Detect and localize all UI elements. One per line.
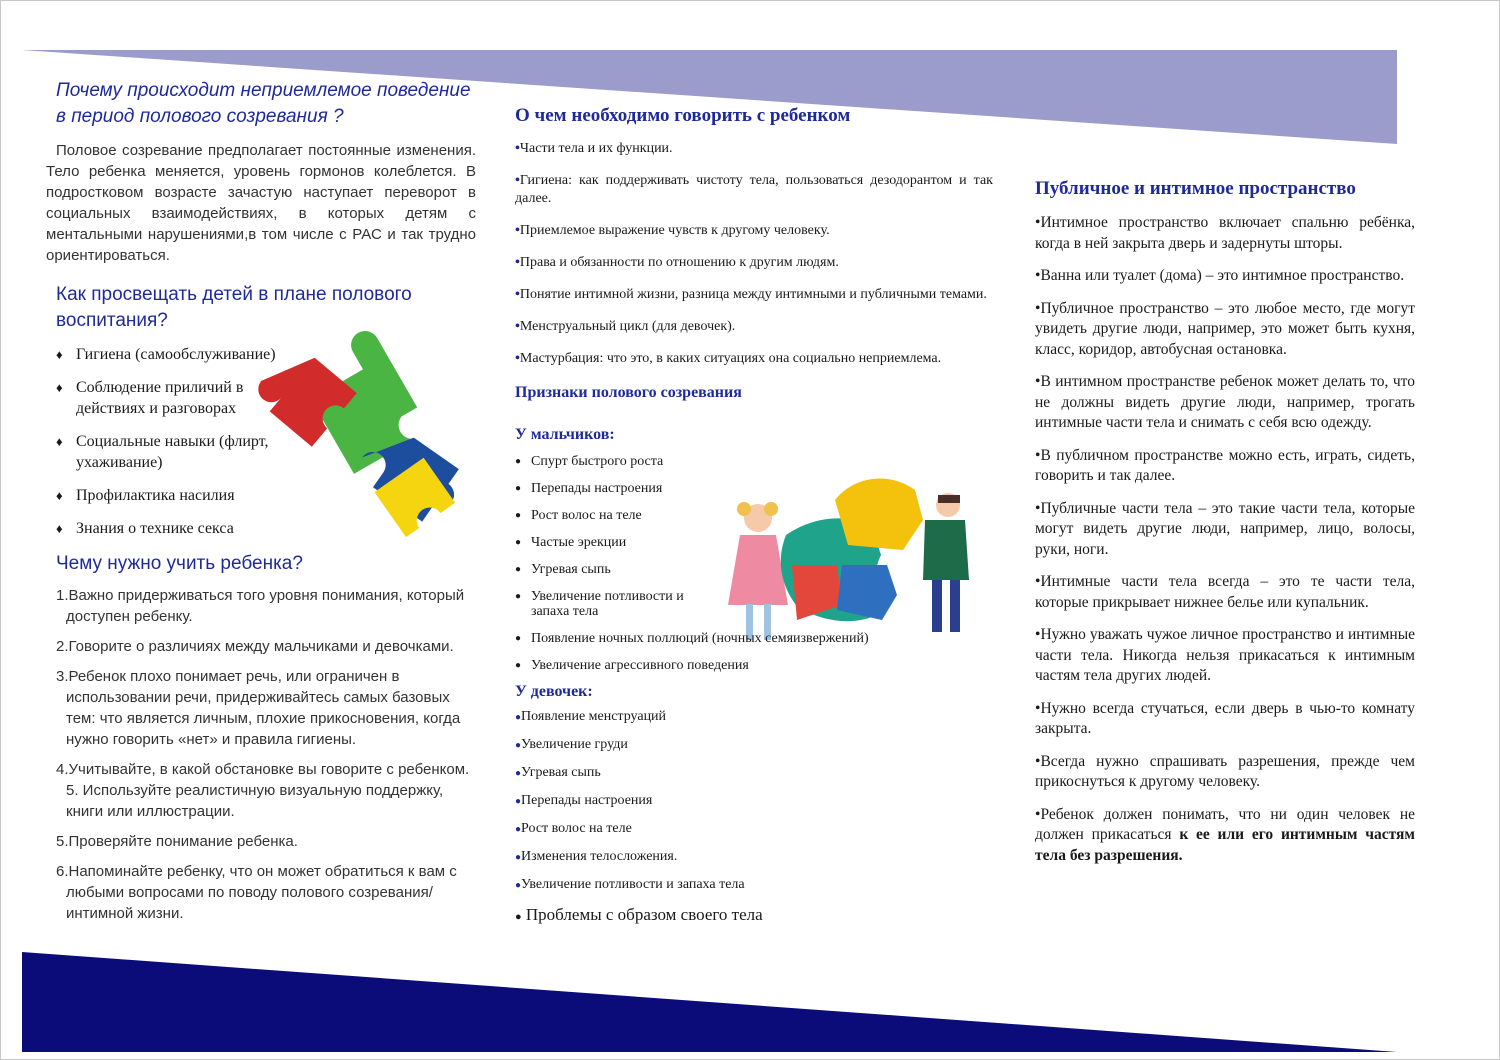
list-item: 4.Учитывайте, в какой обстановке вы говорите с ребенком. 5. Используйте реалистичную визуальную поддержку, книги или иллюстрации. xyxy=(56,761,470,820)
list-item: ♦ Гигиена (самообслуживание) xyxy=(46,344,286,365)
list-item: 5.Проверяйте понимание ребенка. xyxy=(56,833,298,850)
list-item: •Нужно всегда стучаться, если дверь в чью-то комнату закрыта. xyxy=(1035,699,1415,737)
list-item: ● Рост волос на теле xyxy=(515,508,993,523)
list-item: •Ванна или туалет (дома) – это интимное пространство. xyxy=(1035,267,1405,284)
list-item: •Публичное пространство – это любое место, где могут увидеть другие люди, например, это может быть кухня, класс, коридор, автобусная остановка. xyxy=(1035,299,1415,358)
list-item: •Нужно уважать чужое личное пространство и интимные части тела. Никогда нельзя прикасаться к интимным частям тела других людей. xyxy=(1035,626,1415,684)
list-item: ● Появление ночных поллюций (ночных семяизвержений) xyxy=(515,631,993,646)
list-item: •Менструальный цикл (для девочек). xyxy=(515,319,736,334)
why-text: Половое созревание предполагает постоянные изменения. Тело ребенка меняется, уровень гормонов колеблется. В подростковом возрасте зачастую наступает переворот в социальных взаимодействиях, в которых детям с ментальными нарушениями,в том числе с РАС и так трудно ориентироваться. xyxy=(46,142,476,264)
how-list xyxy=(46,344,476,539)
space-list xyxy=(1035,213,1415,866)
space-title: Публичное и интимное пространство xyxy=(1035,178,1356,199)
list-item: ●Изменения телосложения. xyxy=(515,849,678,864)
column-middle xyxy=(515,104,993,927)
list-item: •Части тела и их функции. xyxy=(515,141,673,156)
how-title: Как просвещать детей в плане полового воспитания? xyxy=(56,284,412,331)
list-item: •Понятие интимной жизни, разница между интимными и публичными темами. xyxy=(515,287,987,302)
list-item: ● Спурт быстрого роста xyxy=(515,454,993,469)
list-item: •Ребенок должен понимать, что ни один человек не должен прикасаться к ее или его интимным частям тела без разрешения. xyxy=(1035,805,1415,864)
list-item: •Интимное пространство включает спальню ребёнка, когда в ней закрыта дверь и задернуты шторы. xyxy=(1035,214,1415,252)
list-item: ●Увеличение груди xyxy=(515,737,628,752)
list-item: •Права и обязанности по отношению к другим людям. xyxy=(515,255,839,270)
teach-title: Чему нужно учить ребенка? xyxy=(56,553,303,574)
bottom-band xyxy=(22,952,1397,1052)
talk-list xyxy=(515,140,993,368)
list-item: ● Перепады настроения xyxy=(515,481,993,496)
list-item: 3.Ребенок плохо понимает речь, или ограничен в использовании речи, придерживайтесь самых базовых тем: что является личным, плохие прикосновения, когда нужно говорить «нет» и правила гигиены. xyxy=(56,668,461,748)
list-item: 6.Напоминайте ребенку, что он может обратиться к вам с любыми вопросами по поводу полового созревания/интимной жизни. xyxy=(56,863,457,922)
list-item: ● Увеличение потливости и запаха тела xyxy=(515,589,721,619)
list-item: •В публичном пространстве можно есть, играть, сидеть, говорить и так далее. xyxy=(1035,446,1415,484)
talk-title: О чем необходимо говорить с ребенком xyxy=(515,105,851,126)
list-item: ●Угревая сыпь xyxy=(515,765,601,780)
signs-title: Признаки полового созревания xyxy=(515,384,742,401)
list-item: 2.Говорите о различиях между мальчиками и девочками. xyxy=(56,638,454,655)
list-item: ♦ Знания о технике секса xyxy=(46,518,286,539)
list-item: •Приемлемое выражение чувств к другому человеку. xyxy=(515,223,830,238)
column-left xyxy=(46,78,476,933)
list-item: ● Угревая сыпь xyxy=(515,562,993,577)
list-item: ●Рост волос на теле xyxy=(515,821,632,836)
list-item: •В интимном пространстве ребенок может делать то, что не должны видеть другие люди, например, трогать интимные части тела и снимать с себя всю одежду. xyxy=(1035,373,1415,431)
boys-list xyxy=(515,454,993,673)
list-item: •Интимные части тела всегда – это те части тела, которые прикрывает нижнее белье или купальник. xyxy=(1035,573,1415,611)
list-item: ●Перепады настроения xyxy=(515,793,653,808)
boys-title: У мальчиков: xyxy=(515,426,615,443)
list-item: ●Увеличение потливости и запаха тела xyxy=(515,877,745,892)
list-item: ♦ Профилактика насилия xyxy=(46,485,286,506)
list-item: ♦ Социальные навыки (флирт, ухаживание) xyxy=(46,431,286,473)
list-item: ● Частые эрекции xyxy=(515,535,993,550)
column-right xyxy=(1035,177,1415,878)
list-item: ●Появление менструаций xyxy=(515,709,667,724)
why-title: Почему происходит неприемлемое поведение в период полового созревания ? xyxy=(56,80,471,127)
girls-list xyxy=(515,709,993,893)
list-item: ♦ Соблюдение приличий в действиях и разговорах xyxy=(46,377,286,419)
list-item: ● Увеличение агрессивного поведения xyxy=(515,658,993,673)
teach-list xyxy=(46,585,476,924)
list-item: •Публичные части тела – это такие части тела, которые могут видеть другие люди, например, лицо, волосы, руки, ноги. xyxy=(1035,499,1415,558)
girls-title: У девочек: xyxy=(515,683,593,700)
last-sign-item: ● Проблемы с образом своего тела xyxy=(515,905,763,924)
list-item: •Мастурбация: что это, в каких ситуациях она социально неприемлема. xyxy=(515,351,942,366)
list-item: •Всегда нужно спрашивать разрешения, прежде чем прикоснуться к другому человеку. xyxy=(1035,752,1415,790)
list-item: 1.Важно придерживаться того уровня понимания, который доступен ребенку. xyxy=(56,587,465,625)
list-item: •Гигиена: как поддерживать чистоту тела, пользоваться дезодорантом и так далее. xyxy=(515,173,993,206)
